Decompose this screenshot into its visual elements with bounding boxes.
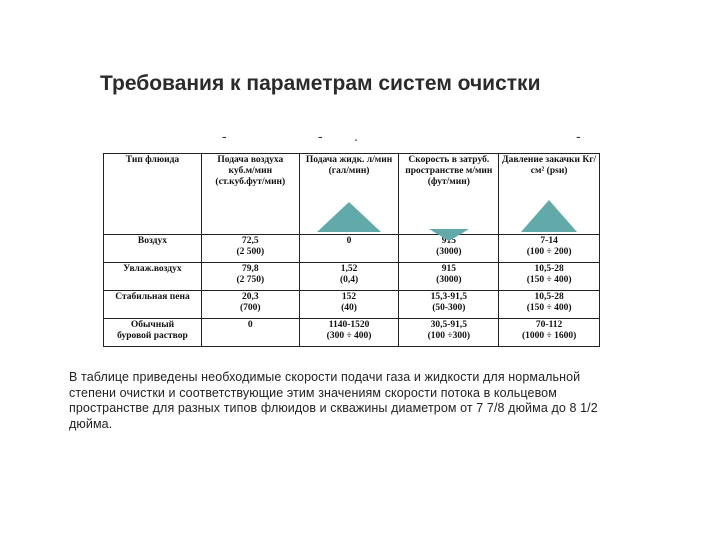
triangle-down-icon (429, 229, 469, 241)
scan-mark: . (354, 128, 358, 144)
table-row (104, 263, 600, 291)
parameters-table (103, 153, 600, 347)
table-cell: 70-112 (1000 ÷ 1600) (499, 319, 600, 347)
table-row (104, 291, 600, 319)
header-annular-velocity: Скорость в затруб. пространстве м/мин (фут/мин) (399, 154, 499, 235)
table-cell: 79,8 (2 750) (201, 263, 299, 291)
table-cell: 30,5-91,5 (100 ÷300) (399, 319, 499, 347)
paragraph-line: дюйма. (69, 416, 113, 431)
table-header-row (104, 154, 600, 235)
paragraph-line: пространстве для разных типов флюидов и скважины диаметром от 7 7/8 дюйма до 8 1/2 (69, 401, 598, 415)
table-cell: 1,52 (0,4) (299, 263, 399, 291)
header-liquid-supply: Подача жидк. л/мин (гал/мин) (299, 154, 399, 235)
table-row (104, 235, 600, 263)
header-air-supply: Подача воздуха куб.м/мин (ст.куб.фут/мин) (201, 154, 299, 235)
fluid-name: Стабильная пена (104, 291, 202, 319)
triangle-up-icon (521, 200, 577, 232)
triangle-up-icon (317, 202, 381, 232)
table-cell: 10,5-28 (150 ÷ 400) (499, 291, 600, 319)
table-cell: 915 (3000) (399, 263, 499, 291)
table-cell: 20,3 (700) (201, 291, 299, 319)
scan-mark: - (576, 128, 581, 144)
page-title: Требования к параметрам систем очистки (100, 72, 541, 95)
fluid-name: Обычный буровой раствор (104, 319, 202, 347)
scan-mark: - (222, 128, 227, 144)
table-cell: 10,5-28 (150 ÷ 400) (499, 263, 600, 291)
paragraph-line: В таблице приведены необходимые скорости подачи газа и жидкости для нормальной (69, 370, 581, 384)
table-cell: 7-14 (100 ÷ 200) (499, 235, 600, 263)
description-paragraph (69, 370, 669, 432)
table-cell: 915 (3000) (399, 235, 499, 263)
header-fluid-type: Тип флюида (104, 154, 202, 235)
header-injection-pressure: Давление закачки Кг/см² (psи) (499, 154, 600, 235)
table-cell: 72,5 (2 500) (201, 235, 299, 263)
table-cell: 1140-1520 (300 ÷ 400) (299, 319, 399, 347)
table-cell: 152 (40) (299, 291, 399, 319)
table-cell: 0 (201, 319, 299, 347)
table-cell: 15,3-91,5 (50-300) (399, 291, 499, 319)
scan-mark: - (318, 128, 323, 144)
fluid-name: Увлаж.воздух (104, 263, 202, 291)
fluid-name: Воздух (104, 235, 202, 263)
table-cell: 0 (299, 235, 399, 263)
paragraph-line: степени очистки и соответствующие этим значениям скорости потока в кольцевом (69, 385, 557, 400)
table-row (104, 319, 600, 347)
